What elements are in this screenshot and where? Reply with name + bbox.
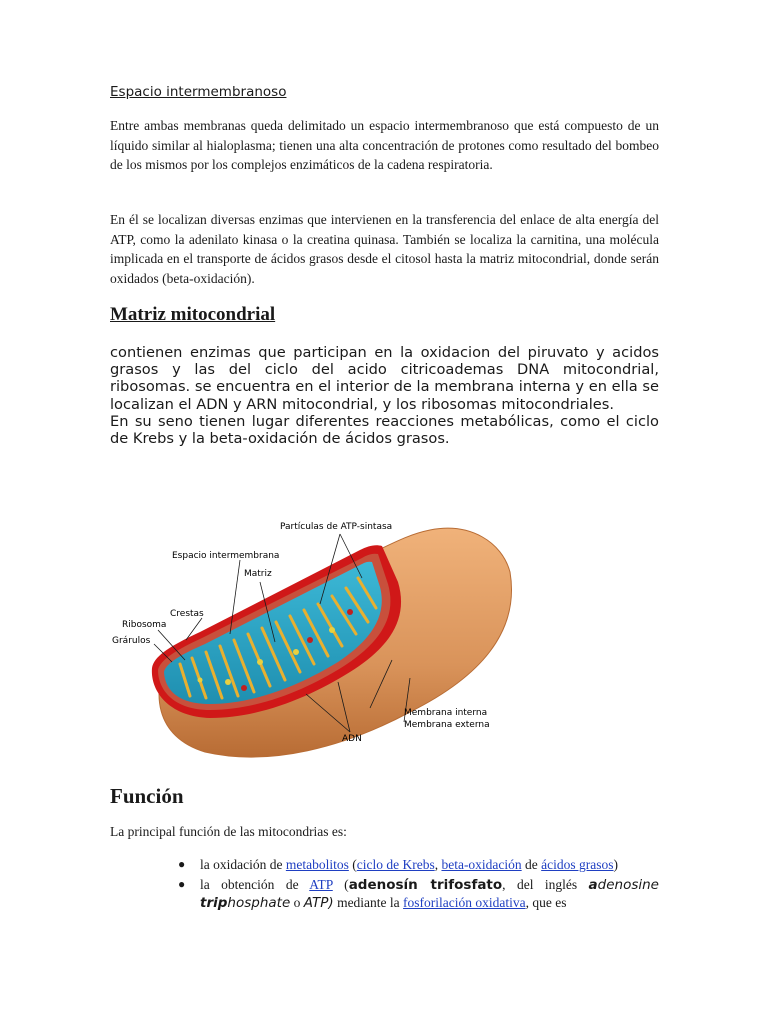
funcion-list: [110, 856, 659, 915]
item-text: ,: [434, 857, 442, 872]
item-text-italic: denosine: [597, 877, 659, 893]
link-acidos-grasos[interactable]: ácidos grasos: [541, 857, 614, 872]
paragraph-espacio-2: En él se localizan diversas enzimas que intervienen en la transferencia del enlace de alta energía del ATP, como la adenilato kinasa o la creatina quinasa. También se localiza la carnitina, una molécula implicada en el transporte de ácidos grasos desde el citosol hasta la matriz mitocondrial, donde serán oxidados (beta-oxidación).: [110, 212, 659, 286]
section-heading-matriz: Matriz mitocondrial: [110, 304, 276, 325]
link-atp[interactable]: ATP: [309, 877, 333, 892]
item-text: o: [290, 895, 304, 910]
item-text: la oxidación de: [200, 857, 286, 872]
link-beta-oxidacion[interactable]: beta-oxidación: [441, 857, 522, 872]
list-item: [178, 876, 659, 912]
label-granulos: Grárulos: [112, 636, 151, 646]
section-heading-espacio: Espacio intermembranoso: [110, 84, 287, 100]
label-membrana-interna: Membrana interna: [404, 708, 488, 718]
paragraph-espacio-1: Entre ambas membranas queda delimitado un espacio intermembranoso que está compuesto de un líquido similar al hialoplasma; tienen una alta concentración de protones como resultado del bombeo de los mismos por los complejos enzimáticos de la cadena respiratoria.: [110, 118, 659, 172]
item-text-italic: ATP): [303, 895, 334, 911]
item-text-bold: adenosín trifosfato: [348, 877, 503, 893]
bullet-icon: ●: [178, 857, 186, 871]
item-text-bold-italic: a: [588, 877, 598, 893]
item-text: la obtención de: [200, 877, 310, 892]
item-text: mediante la: [333, 895, 404, 910]
bullet-icon: ●: [178, 877, 186, 891]
label-ribosoma: Ribosoma: [122, 620, 167, 630]
section-heading-funcion: Función: [110, 784, 184, 808]
item-text-bold-italic: trip: [200, 895, 228, 911]
label-matriz: Matriz: [244, 569, 272, 579]
funcion-intro: La principal función de las mitocondrias es:: [110, 824, 347, 839]
mitochondria-diagram: [110, 512, 520, 768]
label-adn: ADN: [342, 734, 362, 744]
item-text: , del inglés: [502, 877, 589, 892]
link-metabolitos[interactable]: metabolitos: [285, 857, 349, 872]
link-fosforilacion[interactable]: fosforilación oxidativa: [403, 895, 526, 910]
item-text: , que es: [525, 895, 567, 910]
label-espacio: Espacio intermembrana: [172, 551, 280, 561]
link-ciclo-krebs[interactable]: ciclo de Krebs: [356, 857, 435, 872]
item-text-italic: hosphate: [227, 895, 291, 911]
item-text: ): [613, 857, 619, 872]
label-membrana-externa: Membrana externa: [404, 720, 490, 730]
item-text: (: [348, 857, 357, 872]
label-crestas: Crestas: [170, 609, 204, 619]
item-text: (: [332, 877, 349, 892]
label-atp-sintasa: Partículas de ATP-sintasa: [280, 522, 393, 532]
paragraph-matriz-1: contienen enzimas que participan en la oxidacion del piruvato y acidos grasos y las del ciclo del acido citricoademas DNA mitocondrial, ribosomas. se encuentra en el interior de la membrana interna y en ella se localizan el ADN y ARN mitocondrial, y los ribosomas mitocondriales.: [110, 344, 659, 413]
item-text: de: [521, 857, 542, 872]
list-item: [178, 856, 659, 873]
matriz-text: [110, 344, 659, 447]
paragraph-matriz-2: En su seno tienen lugar diferentes reacciones metabólicas, como el ciclo de Krebs y la beta-oxidación de ácidos grasos.: [110, 412, 659, 448]
